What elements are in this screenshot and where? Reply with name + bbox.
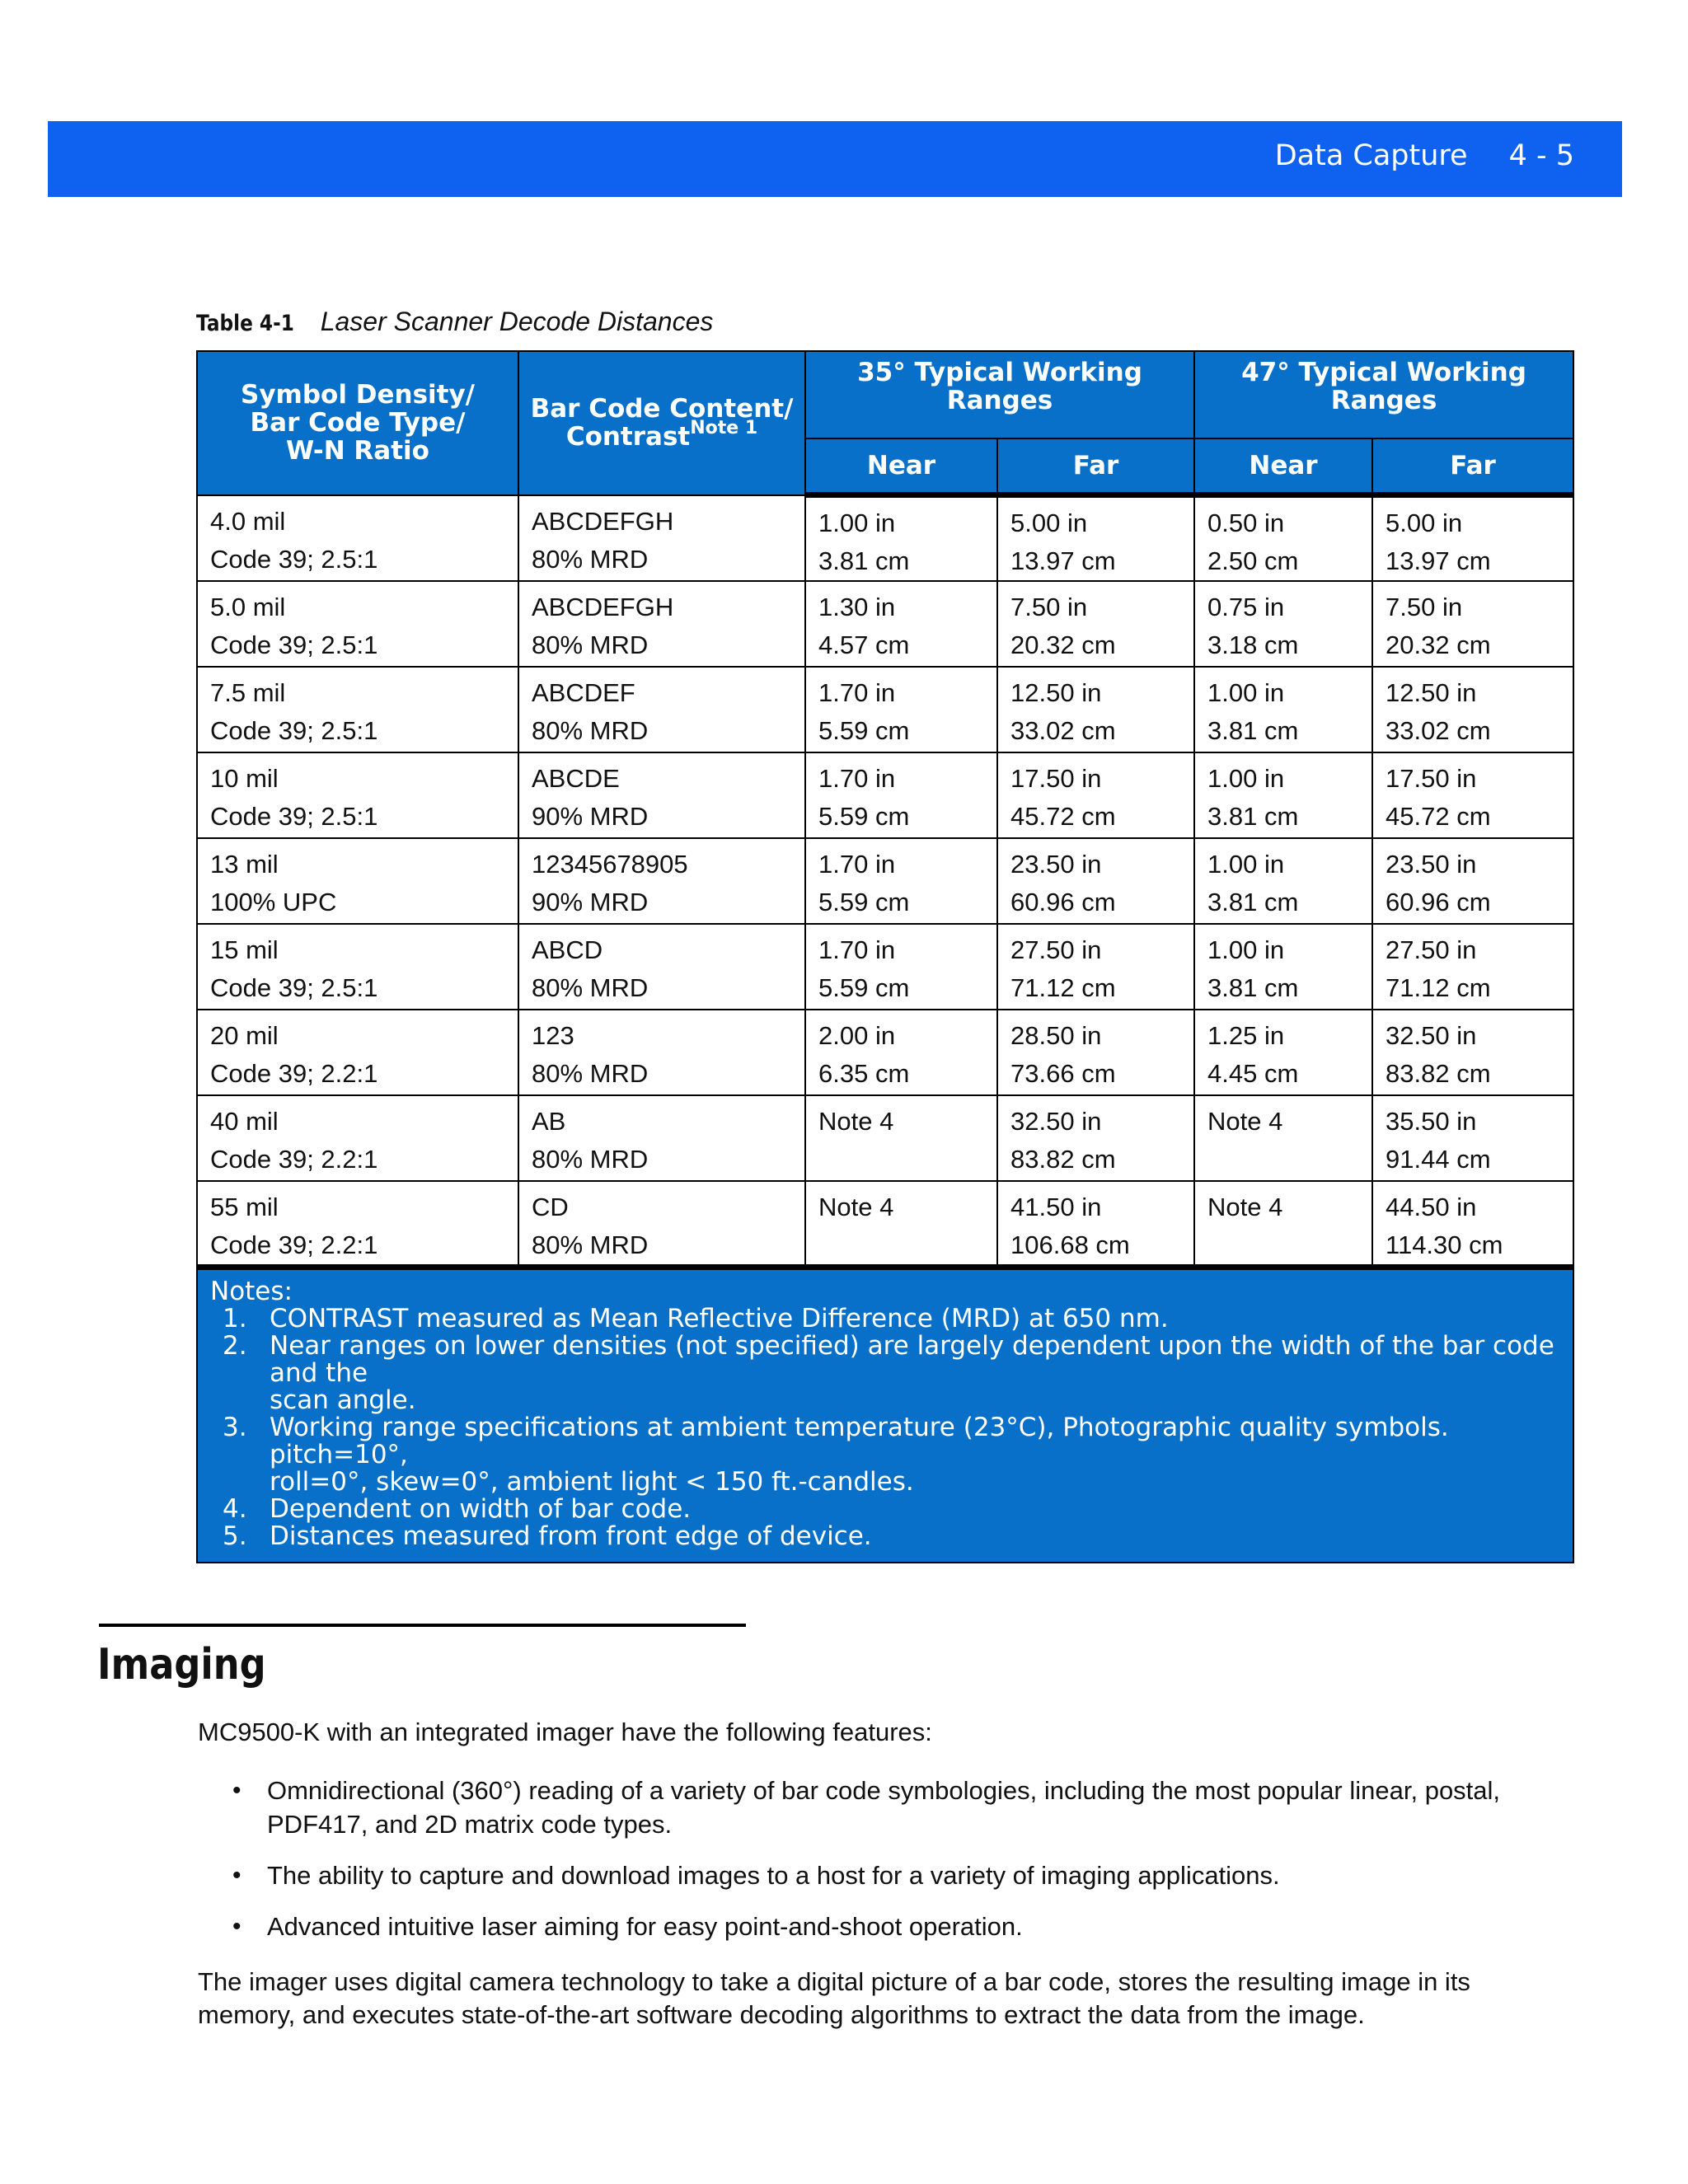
table-row [197,1010,1573,1095]
section-divider [99,1624,746,1627]
note-item: 5. Distances measured from front edge of device. [223,1521,872,1551]
header-symbol-density: Symbol Density/ Bar Code Type/ W-N Ratio [197,351,518,495]
list-item: • Omnidirectional (360°) reading of a variety of bar code symbologies, including the most popular linear, postal, PDF417, and 2D matrix code types. [198,1774,1582,1841]
cell-near-35: 1.70 in 5.59 cm [805,924,997,1010]
cell-far-47: 5.00 in 13.97 cm [1372,495,1573,582]
table-row [197,752,1573,838]
imaging-intro: MC9500-K with an integrated imager have the following features: [198,1718,932,1746]
cell-far-47: 32.50 in 83.82 cm [1372,1010,1573,1095]
cell-near-47: 1.00 in 3.81 cm [1194,667,1372,752]
cell-far-47: 17.50 in 45.72 cm [1372,752,1573,838]
page-header-bar [48,121,1622,197]
cell-near-47: 1.25 in 4.45 cm [1194,1010,1372,1095]
table-notes-row [197,1268,1573,1563]
header-near-35: Near [805,438,997,495]
cell-far-35: 17.50 in 45.72 cm [997,752,1194,838]
cell-far-35: 5.00 in 13.97 cm [997,495,1194,582]
header-35-degree-ranges: 35° Typical Working Ranges [805,351,1194,438]
cell-near-35: 1.30 in 4.57 cm [805,581,997,667]
section-title-imaging: Imaging [97,1640,266,1690]
cell-symbol: 40 mil Code 39; 2.2:1 [197,1095,518,1181]
note-item: 2. Near ranges on lower densities (not specified) are largely dependent upon the width of the bar code and the scan angle. [223,1331,1554,1415]
cell-symbol: 55 mil Code 39; 2.2:1 [197,1181,518,1268]
note-item: 1. CONTRAST measured as Mean Reflective Difference (MRD) at 650 nm. [223,1304,1169,1333]
cell-far-35: 7.50 in 20.32 cm [997,581,1194,667]
cell-symbol: 7.5 mil Code 39; 2.5:1 [197,667,518,752]
header-far-47: Far [1372,438,1573,495]
cell-far-47: 23.50 in 60.96 cm [1372,838,1573,924]
cell-near-47: 1.00 in 3.81 cm [1194,752,1372,838]
cell-symbol: 5.0 mil Code 39; 2.5:1 [197,581,518,667]
table-row [197,924,1573,1010]
cell-near-35: 1.00 in 3.81 cm [805,495,997,582]
bullet-glyph: • [232,1777,241,1804]
table-row [197,667,1573,752]
cell-far-35: 41.50 in 106.68 cm [997,1181,1194,1268]
bullet-glyph: • [232,1862,241,1889]
cell-far-35: 28.50 in 73.66 cm [997,1010,1194,1095]
table-caption-label: Table 4-1 [196,311,294,336]
cell-near-47: 1.00 in 3.81 cm [1194,838,1372,924]
table-row [197,1181,1573,1268]
cell-content: 12345678905 90% MRD [518,838,805,924]
cell-content: AB 80% MRD [518,1095,805,1181]
cell-near-35: 1.70 in 5.59 cm [805,838,997,924]
imaging-feature-list [198,1774,1582,1961]
imaging-closing-paragraph: The imager uses digital camera technology to take a digital picture of a bar code, stores the resulting image in its memory, and executes state-of-the-art software decoding algorithms to extract the data from the image. [198,1967,1470,2029]
table-caption-title: Laser Scanner Decode Distances [320,307,714,336]
decode-distances-table [196,350,1574,1563]
running-header [1275,139,1574,172]
cell-far-47: 12.50 in 33.02 cm [1372,667,1573,752]
cell-far-35: 32.50 in 83.82 cm [997,1095,1194,1181]
notes-list [210,1305,1560,1550]
table-row [197,1095,1573,1181]
cell-symbol: 10 mil Code 39; 2.5:1 [197,752,518,838]
cell-symbol: 20 mil Code 39; 2.2:1 [197,1010,518,1095]
list-item: • Advanced intuitive laser aiming for easy point-and-shoot operation. [198,1910,1582,1943]
note-item: 4. Dependent on width of bar code. [223,1494,692,1524]
cell-far-47: 7.50 in 20.32 cm [1372,581,1573,667]
table-row [197,581,1573,667]
header-near-47: Near [1194,438,1372,495]
table-caption [196,307,713,337]
cell-far-47: 35.50 in 91.44 cm [1372,1095,1573,1181]
cell-near-47: 0.50 in 2.50 cm [1194,495,1372,582]
cell-symbol: 15 mil Code 39; 2.5:1 [197,924,518,1010]
header-far-35: Far [997,438,1194,495]
cell-symbol: 13 mil 100% UPC [197,838,518,924]
header-47-degree-ranges: 47° Typical Working Ranges [1194,351,1573,438]
cell-far-47: 27.50 in 71.12 cm [1372,924,1573,1010]
note-1-reference: Note 1 [690,418,758,439]
cell-content: CD 80% MRD [518,1181,805,1268]
cell-near-47: 0.75 in 3.18 cm [1194,581,1372,667]
cell-near-47: Note 4 [1194,1181,1372,1268]
header-section-title: Data Capture [1274,139,1468,172]
table-header-row [197,351,1573,438]
table-row [197,495,1573,582]
cell-near-35: 2.00 in 6.35 cm [805,1010,997,1095]
header-bar-code-content: Bar Code Content/ Contrast$^{Note 1}$ [518,351,805,495]
table-row [197,838,1573,924]
cell-content: ABCDE 90% MRD [518,752,805,838]
cell-near-47: 1.00 in 3.81 cm [1194,924,1372,1010]
cell-content: ABCDEF 80% MRD [518,667,805,752]
header-page-number: 4 - 5 [1508,139,1574,172]
cell-far-35: 23.50 in 60.96 cm [997,838,1194,924]
list-item: • The ability to capture and download images to a host for a variety of imaging applications. [198,1858,1582,1892]
cell-near-35: 1.70 in 5.59 cm [805,752,997,838]
cell-content: ABCDEFGH 80% MRD [518,495,805,582]
cell-near-47: Note 4 [1194,1095,1372,1181]
cell-far-35: 27.50 in 71.12 cm [997,924,1194,1010]
table-notes [197,1268,1573,1563]
cell-near-35: Note 4 [805,1181,997,1268]
notes-heading: Notes: [210,1277,293,1306]
cell-near-35: Note 4 [805,1095,997,1181]
cell-content: ABCDEFGH 80% MRD [518,581,805,667]
cell-far-47: 44.50 in 114.30 cm [1372,1181,1573,1268]
cell-near-35: 1.70 in 5.59 cm [805,667,997,752]
cell-content: 123 80% MRD [518,1010,805,1095]
cell-far-35: 12.50 in 33.02 cm [997,667,1194,752]
note-item: 3. Working range specifications at ambient temperature (23°C), Photographic quality symbols. pitch=10°, roll=0°, skew=0°, ambient light < 150 ft.-candles. [223,1413,1449,1497]
cell-symbol: 4.0 mil Code 39; 2.5:1 [197,495,518,582]
bullet-glyph: • [232,1913,241,1940]
cell-content: ABCD 80% MRD [518,924,805,1010]
